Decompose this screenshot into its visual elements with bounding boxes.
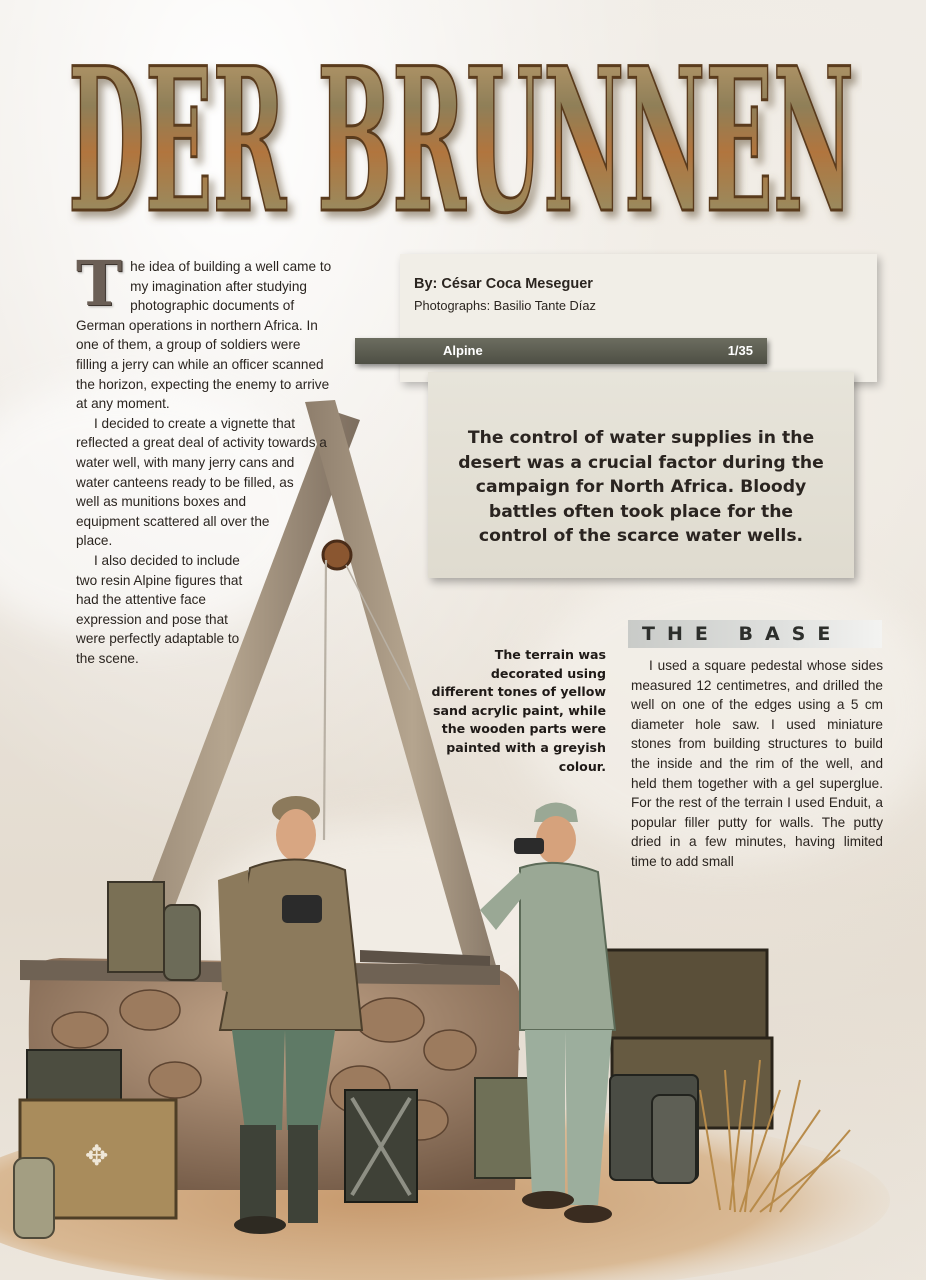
- intro-column: [76, 247, 334, 865]
- photo-credit: Photographs: Basilio Tante Díaz: [414, 298, 596, 313]
- water-canteen: [164, 905, 200, 980]
- title-text: DER BRUNNEN: [68, 28, 854, 238]
- binoculars-icon: [514, 838, 544, 854]
- ammo-crate: [605, 950, 767, 1045]
- section-heading-bar: [628, 620, 882, 648]
- pull-quote-box: [428, 372, 854, 578]
- body-paragraph: I decided to create a vignette that reflected a great deal of activity towards a water well, with many jerry cans and water canteens ready to be filled, as well as munitions boxes and equipment scattered all over the place.: [76, 415, 327, 549]
- section-heading: THE BASE: [642, 623, 843, 645]
- drop-cap: T: [76, 247, 123, 320]
- jerry-can: [108, 882, 164, 972]
- glass-jar: [14, 1158, 54, 1238]
- eagle-emblem-icon: ✥: [85, 1139, 109, 1172]
- ammo-box: [27, 1050, 121, 1104]
- photo-caption: The terrain was decorated using different tones of yellow sand acrylic paint, while the wooden parts were painted with a greyish colour.: [431, 647, 606, 774]
- binoculars-icon: [282, 895, 322, 923]
- figure-scale-bar: [355, 338, 767, 364]
- body-paragraph: I also decided to include two resin Alpine figures that had the attentive face expression and pose that were perfectly adaptable to the scene.: [76, 552, 243, 666]
- figure-label: Alpine: [443, 343, 483, 358]
- scale-label: 1/35: [727, 343, 753, 358]
- pull-quote: The control of water supplies in the desert was a crucial factor during the campaign for North Africa. Bloody battles often took place for the control of the scarce water wells.: [458, 428, 824, 546]
- intro-paragraph: he idea of building a well came to my imagination after studying photographic documents of German operations in northern Africa. In one of them, a group of soldiers were filling a jerry can while an officer scanned the horizon, expecting the enemy to arrive at any moment.: [76, 259, 332, 412]
- water-canteen: [652, 1095, 696, 1183]
- section-body: I used a square pedestal whose sides measured 12 centimetres, and drilled the well on one of the edges using a 5 cm diameter hole saw. I used miniature stones from building structures to build the inside and the rim of the well, and held them together with a gel superglue. For the rest of the terrain I used Enduit, a popular filler putty for walls. The putty dried in a few minutes, having limited time to add small: [631, 658, 883, 869]
- article-title: [62, 28, 862, 238]
- author-credit: By: César Coca Meseguer: [414, 276, 593, 292]
